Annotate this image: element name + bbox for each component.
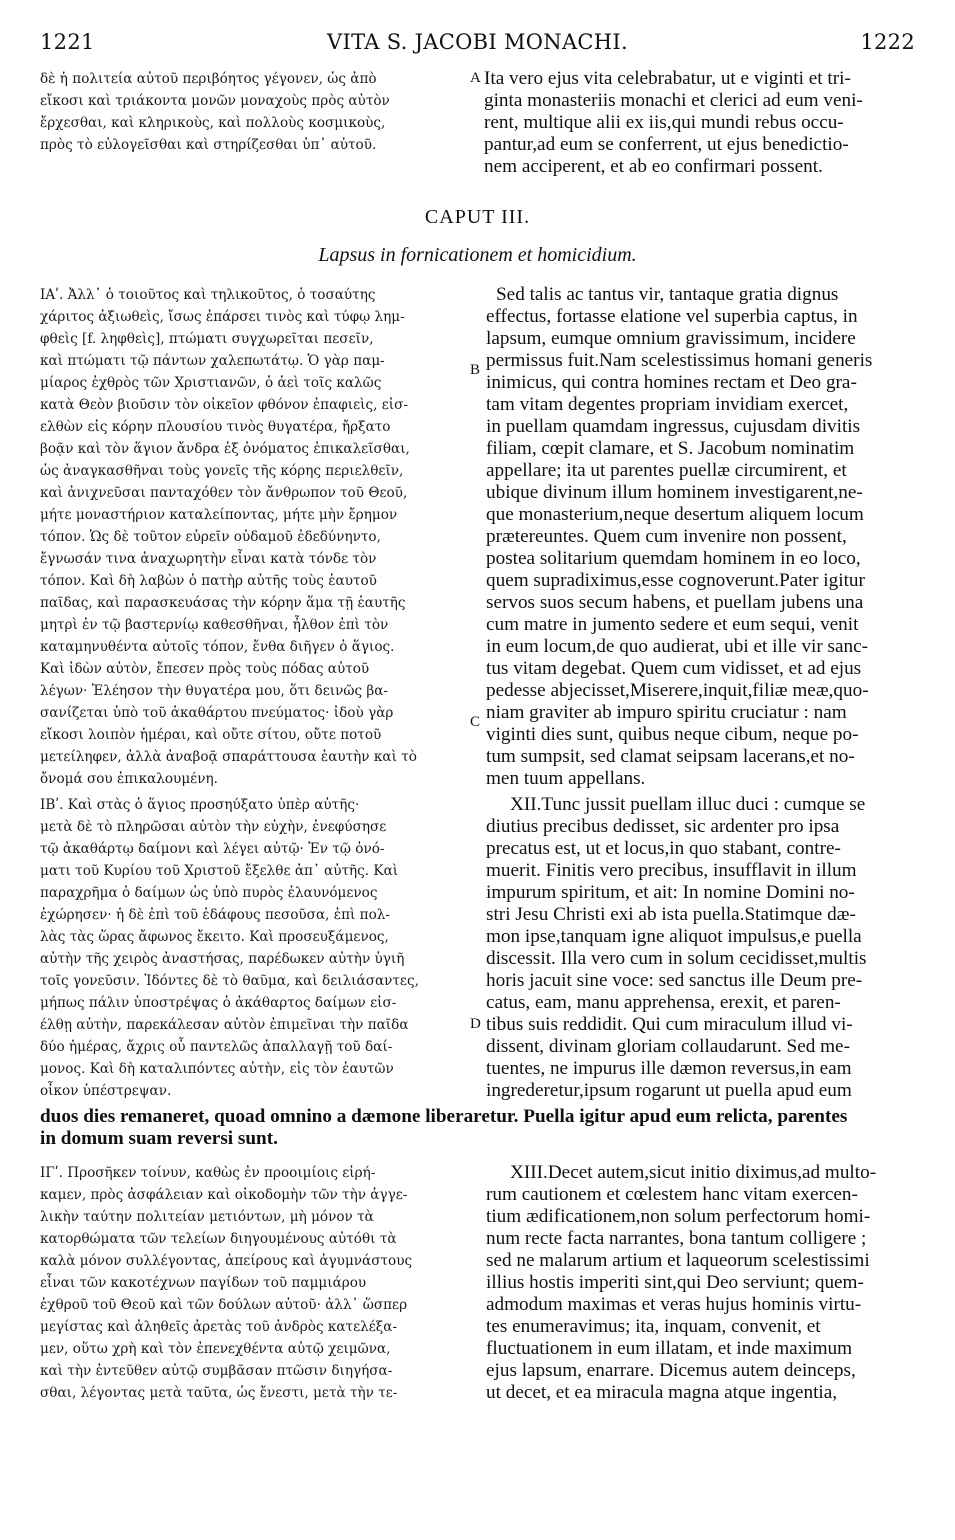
latin-line: num recte facta narrantes, bona tantum colligere ; [486,1228,867,1249]
latin-line: pantur,ad eum se conferrent, ut ejus benedictio- [484,134,849,155]
latin-line: cum matre in jumento sedere et eum sequi, venit [486,614,859,635]
margin-marker-a: A [470,70,481,86]
latin-line: horis jacuit sine voce: sed sanctus ille Deum pre- [486,970,863,991]
chapter-heading: CAPUT III. [424,206,531,228]
latin-line: pedesse abjecisset,Miserere,inquit,filiæ meæ,quo- [486,680,869,701]
greek-line: κατὰ Θεὸν βιοῦσιν τὸν οἰκεῖον φθόνον ἐπαφιεὶς, εἰσ- [40,397,408,413]
greek-line: μετείληφεν, ἀλλὰ ἀναβοᾷ σπαράττουσα ἑαυτὴν καὶ τὸ [40,749,417,765]
greek-line: βοᾷν καὶ τὸν ἅγιον ἄνδρα ἐξ ὀνόματος ἐπικαλεῖσθαι, [40,441,410,457]
latin-line: ginta monasteriis monachi et clerici ad eum veni- [484,90,863,111]
latin-line: appellare; ita ut parentes puellæ circumirent, et [486,460,847,481]
latin-line: diutius precibus dedisset, sic ardenter pro ipsa [486,816,840,837]
greek-line: ὄνομά σου ἐπικαλουμένη. [40,771,218,787]
greek-line: καὶ πτώματι τῷ πάντων χαλεπωτάτῳ. Ὁ γὰρ παμ- [40,353,385,369]
left-page-number: 1221 [40,30,95,54]
greek-line: κατορθώματα τῶν τελείων διηγουμένους αὐτόθι τὰ [40,1231,397,1247]
latin-line: muerit. Finitis vero precibus, insufflavit in illum [486,860,857,881]
latin-line: discessit. Illa vero cum in solum cecidisset,multis [486,948,867,969]
greek-line: αὐτὴν τῆς χειρὸς ἀναστήσας, παρέδωκεν αὐτὴν ὑγιῆ [40,951,405,967]
greek-line: δὲ ἡ πολιτεία αὐτοῦ περιβόητος γέγονεν, ὡς ἀπὸ [40,71,377,87]
latin-line: mon ipse,tanquam igne aliquot impulsus,e puella [486,926,862,947]
greek-line: ὡς ἀναγκασθῆναι τοὺς γονεῖς τῆς κόρης περιελθεῖν, [40,463,404,479]
greek-line: λέγων· Ἐλέησον τὴν θυγατέρα μου, ὅτι δεινῶς βα- [40,683,389,699]
greek-line: ελθὼν εἰς κόρην πλουσίου τινὸς θυγατέρα, ἤρξατο [40,419,391,435]
latin-line: rum cautionem et cœlestem hanc vitam exercen- [486,1184,858,1205]
latin-line: impurum spiritum, et ait: In nomine Domini no- [486,882,855,903]
latin-line: que monasterium,neque desertum aliquem locum [486,504,864,525]
latin-line: rent, multique alii ex iis,qui mundi rebus occu- [484,112,844,133]
latin-line: ut decet, et ea miracula magna atque ingentia, [486,1382,838,1403]
margin-marker-d: D [470,1016,481,1032]
greek-line: σανίζεται ὑπὸ τοῦ ἀκαθάρτου πνεύματος· ἰδοὺ γὰρ [40,705,394,721]
chapter-subtitle: Lapsus in fornicationem et homicidium. [318,244,637,266]
greek-line: τόπον. Καὶ δὴ λαβὼν ὁ πατὴρ αὐτῆς τοὺς ἑαυτοῦ [40,573,377,589]
latin-line: ejus lapsum, enarrare. Dicemus autem deinceps, [486,1360,856,1381]
greek-line: μητρὶ ἐν τῷ βαστερνίῳ καθεσθῆναι, ἦλθον ἐπὶ τὸν [40,617,389,633]
latin-line: stri Jesu Christi exi ab ista puella.Statimque dæ- [486,904,856,925]
greek-line: ΙΑʹ. Ἀλλ᾽ ὁ τοιοῦτος καὶ τηλικοῦτος, ὁ τοσαύτης [40,287,376,303]
latin-line: Sed talis ac tantus vir, tantaque gratia dignus [496,284,839,305]
greek-line: λὰς τὰς ὥρας ἄφωνος ἔκειτο. Καὶ προσευξάμενος, [40,929,389,945]
greek-line: ΙΓʹ. Προσῆκεν τοίνυν, καθὼς ἐν προοιμίοις εἰρή- [40,1165,376,1181]
latin-line: in puellam quamdam ingressus, cujusdam divitis [486,416,861,437]
greek-line: σθαι, λέγοντας μετὰ ταῦτα, ὡς ἔνεστι, μετὰ τὴν τε- [40,1385,398,1401]
greek-line: ἔγνωσάν τινα ἀναχωρητὴν εἶναι κατὰ τόνδε τὸν [40,551,377,567]
greek-line: τῷ ἀκαθάρτῳ δαίμονι καὶ λέγει αὐτῷ· Ἐν τῷ ὀνό- [40,841,385,857]
greek-line: έλθῃ αὐτὴν, παρεκάλεσαν αὐτὸν ἐπιμεῖναι τὴν παῖδα [40,1017,409,1033]
latin-line: XIII.Decet autem,sicut initio diximus,ad multo- [510,1162,877,1183]
latin-line: ingrederetur,ipsum rogarunt ut puella apud eum [486,1080,852,1101]
latin-line: tam vitam degentes propriam invidiam exercet, [486,394,849,415]
latin-line: servos suos secum habens, et puellam jubens una [486,592,864,613]
greek-line: ματι τοῦ Κυρίου τοῦ Χριστοῦ ἔξελθε ἀπ᾽ αὐτῆς. Καὶ [40,863,399,879]
greek-line: ἐχώρησεν· ἡ δὲ ἐπὶ τοῦ ἐδάφους πεσοῦσα, ἐπὶ πολ- [40,907,390,923]
latin-line: precatus est, ut et locus,in quo stabant, contre- [486,838,841,859]
latin-line: tus vitam degebat. Quem cum vidisset, et ad ejus [486,658,862,679]
greek-line: μετὰ δὲ τὸ πληρῶσαι αὐτὸν τὴν εὐχὴν, ἐνεφύσησε [40,819,387,835]
full-width-line: duos dies remaneret, quoad omnino a dæmone liberaretur. Puella igitur apud eum relicta, parentes [40,1106,848,1127]
greek-line: τόπον. Ὡς δὲ τοῦτον εὑρεῖν οὐδαμοῦ ἐδεδύνηντο, [40,529,381,545]
greek-line: οἶκον ὑπέστρεψαν. [40,1083,172,1099]
greek-line: δύο ἡμέρας, ἄχρις οὗ παντελῶς ἀπαλλαγῇ τοῦ δαί- [40,1039,393,1055]
greek-line: παραχρῆμα ὁ δαίμων ὡς ὑπὸ πυρὸς ἐλαυνόμενος [40,885,378,901]
greek-line: ἐχθροῦ τοῦ Θεοῦ καὶ τῶν δούλων αὐτοῦ· ἀλλ᾽ ὥσπερ [40,1297,408,1313]
latin-line: tibus suis reddidit. Qui cum miraculum illud vi- [486,1014,853,1035]
greek-line: ἔρχεσθαι, καὶ κληρικοὺς, καὶ πολλοὺς κοσμικοὺς, [40,115,386,131]
latin-line: nem acciperent, et ab eo confirmari possent. [484,156,823,177]
latin-line: admodum maximas et veras hujus hominis virtu- [486,1294,862,1315]
greek-line: εἴκοσι καὶ τριάκοντα μονῶν μοναχοὺς πρὸς αὐτὸν [40,93,390,109]
latin-line: tes enumeravimus; ita, inquam, convenit, et [486,1316,821,1337]
greek-line: ΙΒʹ. Καὶ στὰς ὁ ἅγιος προσηύξατο ὑπὲρ αὐτῆς· [40,797,360,813]
greek-line: εἴκοσι λοιπὸν ἡμέραι, καὶ οὔτε σίτου, οὔτε ποτοῦ [40,727,382,743]
greek-line: καμεν, πρὸς ἀσφάλειαν καὶ οἰκοδομὴν τῶν τὴν ἀγγε- [40,1187,408,1203]
latin-line: men tuum appellans. [486,768,646,789]
latin-line: effectus, fortasse elatione vel superbia captus, in [486,306,858,327]
latin-line: in eum locum,de quo audierat, ubi et ille vir sanc- [486,636,869,657]
greek-line: μίαρος ἐχθρὸς τῶν Χριστιανῶν, ὁ ἀεὶ τοῖς καλῶς [40,375,382,391]
latin-line: quem supradiximus,esse cognoverunt.Pater igitur [486,570,865,591]
latin-line: tuentes, ne impurus ille dæmon reversus,in eam [486,1058,852,1079]
full-width-line: in domum suam reversi sunt. [40,1128,278,1149]
margin-marker-c: C [470,714,481,730]
greek-line: μεν, οὕτω χρὴ καὶ τὸν ἐπενεχθέντα αὐτῷ χειμῶνα, [40,1341,391,1357]
greek-line: μεγίστας καὶ ἀληθεῖς ἀρετὰς τοῦ ἀνδρὸς κατελέξα- [40,1319,398,1335]
greek-line: φθεὶς [f. ληφθεὶς], πτώματι συγχωρεῖται πεσεῖν, [40,331,374,347]
latin-line: filiam, cœpit clamare, et S. Jacobum nominatim [486,438,855,459]
latin-line: Ita vero ejus vita celebrabatur, ut e viginti et tri- [484,68,851,89]
greek-line: παῖδας, καὶ παρασκευάσας τὴν κόρην ἅμα τῇ ἑαυτῆς [40,595,406,611]
latin-line: XII.Tunc jussit puellam illuc duci : cumque se [510,794,866,815]
greek-line: πρὸς τὸ εὐλογεῖσθαι καὶ στηρίζεσθαι ὑπ᾽ αὐτοῦ. [40,137,377,153]
latin-line: fluctuationem in eum illatam, et inde maximum [486,1338,853,1359]
latin-line: tum sumpsit, sed clamat seipsam lacerans,et no- [486,746,855,767]
greek-line: εἶναι τῶν κακοτέχνων παγίδων τοῦ παμμιάρου [40,1275,367,1291]
latin-line: niam graviter ab impuro spiritu cruciatur : nam [486,702,847,723]
greek-line: μήτε μοναστήριον καταλείποντας, μήτε μὴν ἔρημον [40,507,398,523]
latin-line: inimicus, qui contra homines rectam et Deo gra- [486,372,857,393]
margin-marker-b: B [470,362,481,378]
latin-line: dissent, divinam gloriam collaudarunt. Sed me- [486,1036,850,1057]
page-header [40,30,915,64]
greek-line: χάριτος ἀξιωθεὶς, ἴσως ἐπάρσει τινὸς καὶ τύφῳ λημ- [40,309,405,325]
latin-line: catus, eam, manu apprehensa, erexit, et paren- [486,992,841,1013]
latin-line: sed ne malarum artium et laqueorum scelestissimi [486,1250,870,1271]
right-page-number: 1222 [860,30,915,54]
greek-line: μήπως πάλιν ὑποστρέψας ὁ ἀκάθαρτος δαίμων εἰσ- [40,995,397,1011]
latin-line: ubique divinum illum hominem investigarent,ne- [486,482,863,503]
greek-line: Καὶ ἰδὼν αὐτὸν, ἔπεσεν πρὸς τοὺς πόδας αὐτοῦ [40,661,370,677]
latin-line: prætereuntes. Quem cum invenire non possent, [486,526,847,547]
greek-line: καὶ τὴν ἐντεῦθεν αὐτῷ συμβᾶσαν πτῶσιν διηγήσα- [40,1363,393,1379]
greek-line: λικὴν ταύτην πολιτείαν μετιόντων, μὴ μόνον τὰ [40,1209,374,1225]
latin-line: viginti dies sunt, quibus neque cibum, neque po- [486,724,859,745]
greek-line: καὶ ἀνιχνεῦσαι πανταχόθεν τὸν ἄνθρωπον τοῦ Θεοῦ, [40,485,408,501]
running-title: VITA S. JACOBI MONACHI. [327,30,628,54]
latin-line: illius hostis imperiti sint,qui Deo serviunt; quem- [486,1272,864,1293]
latin-line: tium ædificationem,non solum perfectorum homi- [486,1206,871,1227]
greek-line: καταμηνυθέντα αὐτοῖς τόπον, ἔνθα διῆγεν ὁ ἅγιος. [40,639,395,655]
greek-line: τοῖς γονεῦσιν. Ἰδόντες δὲ τὸ θαῦμα, καὶ δειλιάσαντες, [40,973,419,989]
latin-line: postea solitarium quemdam hominem in eo loco, [486,548,861,569]
latin-line: permissus fuit.Nam scelestissimus homani generis [486,350,873,371]
latin-line: lapsum, eumque omnium gravissimum, incidere [486,328,856,349]
greek-line: καλὰ μόνον συλλέγοντας, ἀπείρους καὶ ἀγυμνάστους [40,1253,413,1269]
greek-line: μονος. Καὶ δὴ καταλιπόντες αὐτὴν, εἰς τὸν ἑαυτῶν [40,1061,394,1077]
